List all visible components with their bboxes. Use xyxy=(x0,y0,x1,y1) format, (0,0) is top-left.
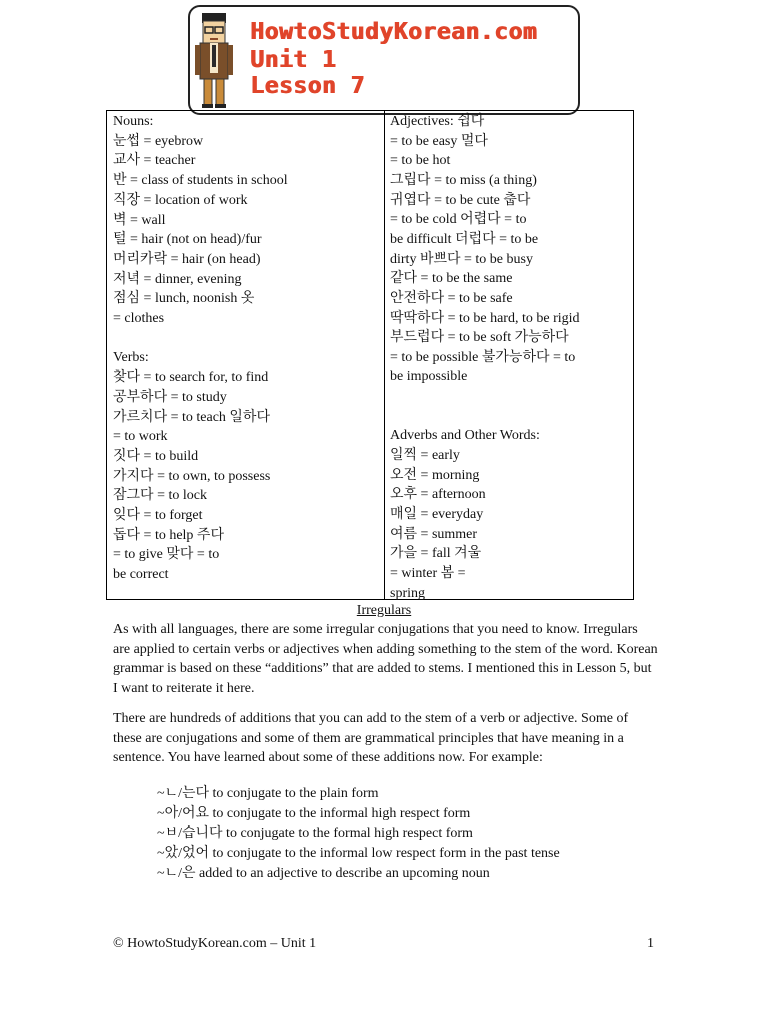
vocabulary-line: spring xyxy=(390,585,425,601)
vocabulary-line: = to give 맞다 = to xyxy=(113,547,220,563)
vocabulary-line: = winter 봄 = xyxy=(390,565,466,581)
section-heading-irregulars: Irregulars xyxy=(356,603,412,618)
footer-copyright: © HowtoStudyKorean.com – Unit 1 xyxy=(113,936,317,951)
vocabulary-line: = to be hot xyxy=(390,153,451,169)
vocabulary-line: 오후 = afternoon xyxy=(390,487,486,503)
vocabulary-line: be impossible xyxy=(390,369,468,385)
vocabulary-line: 오전 = morning xyxy=(390,467,480,483)
vocabulary-line: 가지다 = to own, to possess xyxy=(113,468,271,484)
vocabulary-line: 부드럽다 = to be soft 가능하다 xyxy=(390,330,569,346)
examples-list xyxy=(157,784,560,884)
banner-lesson: Lesson 7 xyxy=(250,73,365,99)
banner-unit: Unit 1 xyxy=(250,47,337,73)
vocabulary-line: be difficult 더럽다 = to be xyxy=(390,231,539,247)
vocabulary-line: be correct xyxy=(113,567,169,583)
vocabulary-line: 일찍 = early xyxy=(390,448,460,464)
example-item: ~아/어요 to conjugate to the informal high respect form xyxy=(157,806,471,821)
vocabulary-line: 돕다 = to help 주다 xyxy=(113,527,224,543)
vocabulary-line: 같다 = to be the same xyxy=(390,271,513,287)
vocabulary-line: 잠그다 = to lock xyxy=(113,488,207,504)
vocabulary-line: 눈썹 = eyebrow xyxy=(113,133,204,149)
header-banner xyxy=(188,5,580,115)
vocabulary-line: 공부하다 = to study xyxy=(113,389,227,405)
vocabulary-line: 찾다 = to search for, to find xyxy=(113,370,269,386)
vocabulary-line: 딱딱하다 = to be hard, to be rigid xyxy=(390,310,580,326)
vocabulary-line: = to be cold 어렵다 = to xyxy=(390,212,527,228)
example-item: ~ㄴ/은 added to an adjective to describe an upcoming noun xyxy=(157,866,490,881)
vocabulary-line: = to be possible 불가능하다 = to xyxy=(390,349,576,365)
vocabulary-line: Adjectives: 쉽다 xyxy=(390,114,485,129)
example-item: ~았/었어 to conjugate to the informal low respect form in the past tense xyxy=(157,846,560,861)
vocabulary-line: Nouns: xyxy=(113,114,154,129)
vocabulary-line: 안전하다 = to be safe xyxy=(390,290,513,306)
vocabulary-line: 교사 = teacher xyxy=(113,153,196,169)
vocabulary-line: 귀엽다 = to be cute 춥다 xyxy=(390,192,531,208)
mascot-character-icon xyxy=(192,9,236,109)
paragraph-irregulars-intro: As with all languages, there are some irregular conjugations that you need to know. Irregulars are applied to certain verbs or adjectives when adding something to the stem of the word. Korean grammar is based on these “additions” that are added to stems. I mentioned this in Lesson 5, but I want to reiterate it here. xyxy=(113,622,658,697)
vocabulary-line: 그립다 = to miss (a thing) xyxy=(390,172,537,188)
vocabulary-line: 여름 = summer xyxy=(390,526,478,542)
vocabulary-line: Adverbs and Other Words: xyxy=(390,428,540,444)
example-item: ~ㄴ/는다 to conjugate to the plain form xyxy=(157,786,379,801)
column-divider xyxy=(384,111,385,599)
vocabulary-line: = to work xyxy=(113,429,168,445)
vocabulary-line: 잊다 = to forget xyxy=(113,508,203,523)
vocabulary-line: = clothes xyxy=(113,311,165,326)
vocabulary-line: 짓다 = to build xyxy=(113,448,199,464)
vocabulary-line: 반 = class of students in school xyxy=(113,173,288,189)
vocabulary-line: = to be easy 멀다 xyxy=(390,133,488,149)
banner-site-name: HowtoStudyKorean.com xyxy=(250,19,537,45)
vocabulary-line: 머리카락 = hair (on head) xyxy=(113,251,261,267)
vocabulary-line: 직장 = location of work xyxy=(113,192,248,208)
paragraph-additions: There are hundreds of additions that you can add to the stem of a verb or adjective. Some of these are conjugations and some of them are grammatical principles that have meaning in a sentence. You have learned about some of these additions now. For example: xyxy=(113,711,629,766)
vocabulary-line: 벽 = wall xyxy=(113,212,166,228)
footer-page-number: 1 xyxy=(647,936,654,951)
vocabulary-line: Verbs: xyxy=(113,350,149,366)
vocabulary-line: dirty 바쁘다 = to be busy xyxy=(390,251,533,267)
vocabulary-line: 매일 = everyday xyxy=(390,507,484,522)
vocabulary-line: 가르치다 = to teach 일하다 xyxy=(113,409,270,425)
vocabulary-table xyxy=(106,110,634,600)
vocabulary-line: 저녁 = dinner, evening xyxy=(113,271,242,287)
vocabulary-line: 가을 = fall 겨울 xyxy=(390,546,482,562)
vocabulary-line: 털 = hair (not on head)/fur xyxy=(113,232,262,248)
example-item: ~ㅂ/습니다 to conjugate to the formal high respect form xyxy=(157,826,473,841)
vocabulary-line: 점심 = lunch, noonish 옷 xyxy=(113,291,255,307)
